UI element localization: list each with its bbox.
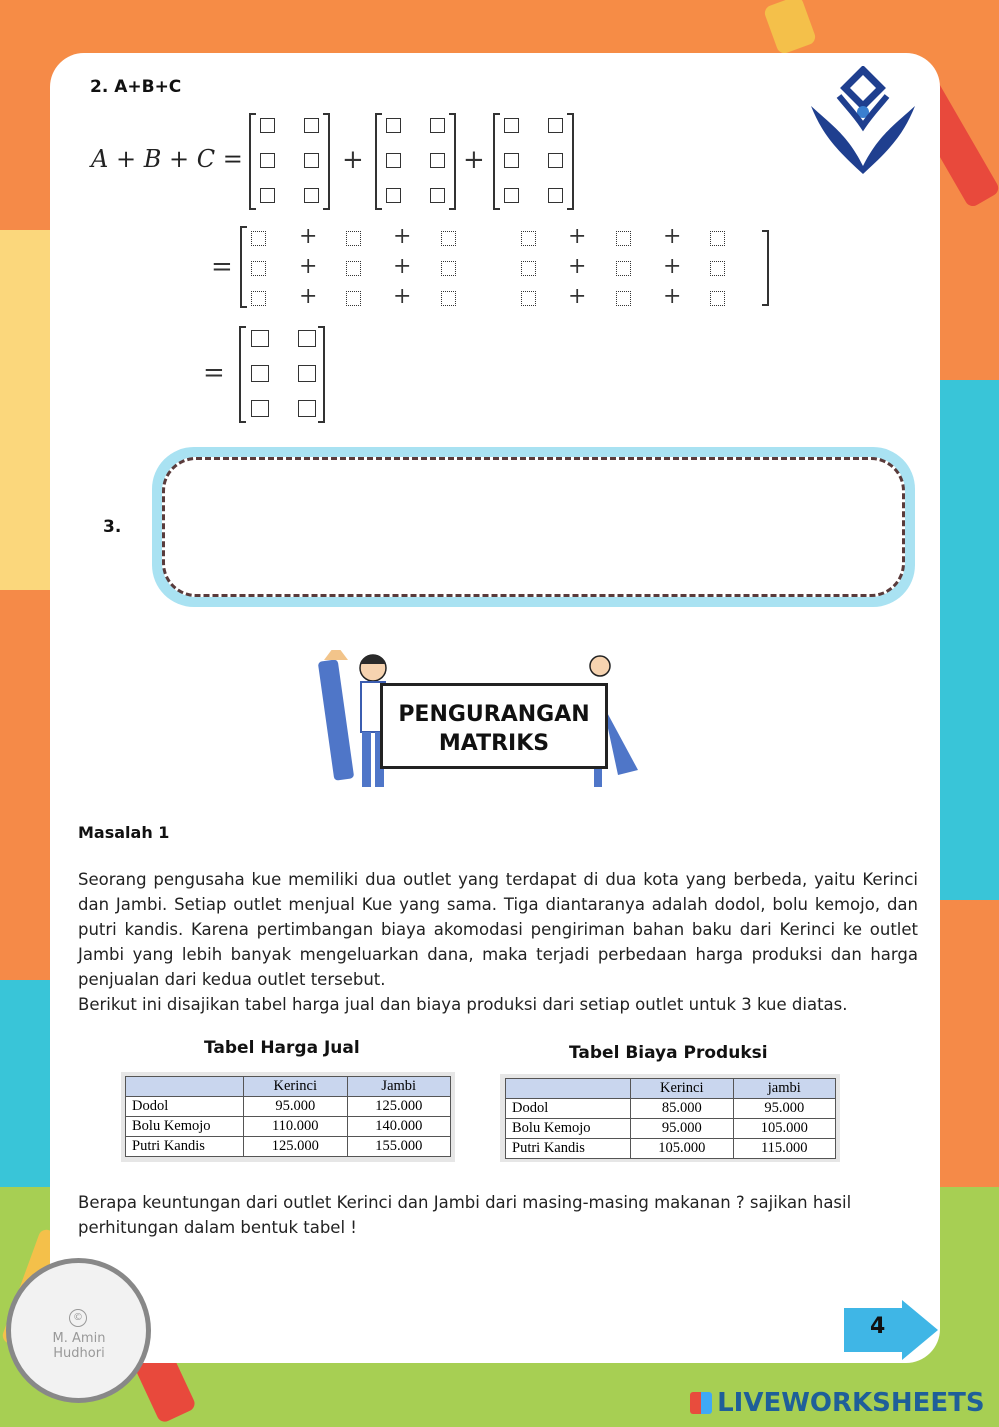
sum-cell[interactable]: [346, 261, 361, 276]
matrix-c-cell[interactable]: [548, 153, 563, 168]
table-cell: Putri Kandis: [506, 1139, 631, 1159]
table-row: [506, 1139, 836, 1159]
problem-question: Berapa keuntungan dari outlet Kerinci dan Jambi dari masing-masing makanan ? sajikan hasil perhitungan dalam bentuk tabel !: [78, 1193, 852, 1237]
sum-cell[interactable]: [616, 261, 631, 276]
plus-sign: +: [299, 254, 318, 279]
sum-cell[interactable]: [710, 261, 725, 276]
table-cell: Dodol: [126, 1097, 244, 1117]
matrix-b-cell[interactable]: [430, 153, 445, 168]
banner-line-1: PENGURANGAN: [398, 702, 590, 727]
brand-name: LIVEWORKSHEETS: [717, 1388, 985, 1418]
matrix-c-cell[interactable]: [504, 118, 519, 133]
table-cell: 105.000: [733, 1119, 836, 1139]
table-cell: Dodol: [506, 1099, 631, 1119]
answer-box-frame: [152, 447, 915, 607]
table-header: Kerinci: [631, 1079, 734, 1099]
table-row: [126, 1097, 451, 1117]
table-cell: 110.000: [244, 1117, 348, 1137]
equals-sign: =: [203, 358, 225, 388]
matrix-a-cell[interactable]: [304, 118, 319, 133]
table-cell: 115.000: [733, 1139, 836, 1159]
table-cell: 95.000: [733, 1099, 836, 1119]
matrix-c-cell[interactable]: [548, 118, 563, 133]
sum-cell[interactable]: [441, 231, 456, 246]
brand-icon: [690, 1392, 712, 1414]
sum-cell[interactable]: [346, 291, 361, 306]
plus-sign: +: [393, 284, 412, 309]
sum-cell[interactable]: [521, 231, 536, 246]
author-watermark: [6, 1258, 151, 1403]
plus-sign: +: [342, 145, 364, 175]
matrix-b-cell[interactable]: [386, 153, 401, 168]
sum-cell[interactable]: [251, 291, 266, 306]
table-produksi-title: Tabel Biaya Produksi: [569, 1043, 768, 1063]
page-arrow-icon: [842, 1300, 940, 1360]
table-cell: 95.000: [631, 1119, 734, 1139]
plus-sign: +: [663, 224, 682, 249]
plus-sign: +: [393, 254, 412, 279]
plus-sign: +: [568, 254, 587, 279]
matrix-a-cell[interactable]: [304, 153, 319, 168]
sum-cell[interactable]: [521, 291, 536, 306]
matrix-a-cell[interactable]: [260, 153, 275, 168]
section-banner: [380, 683, 608, 769]
answer-input-area[interactable]: [162, 457, 905, 597]
table-row: [506, 1119, 836, 1139]
plus-sign: +: [568, 224, 587, 249]
matrix-b-cell[interactable]: [430, 188, 445, 203]
result-cell[interactable]: [251, 365, 269, 382]
plus-sign: +: [299, 284, 318, 309]
table-header: [126, 1077, 244, 1097]
table-harga-jual: [125, 1076, 451, 1157]
matrix-c-cell[interactable]: [504, 188, 519, 203]
equals-sign: =: [211, 252, 233, 282]
question-3-label: 3.: [103, 517, 122, 537]
plus-sign: +: [299, 224, 318, 249]
result-cell[interactable]: [251, 330, 269, 347]
page-number: 4: [870, 1314, 886, 1339]
table-cell: 85.000: [631, 1099, 734, 1119]
sum-cell[interactable]: [521, 261, 536, 276]
sum-cell[interactable]: [441, 291, 456, 306]
institution-logo: [803, 66, 923, 178]
sum-cell[interactable]: [616, 291, 631, 306]
copyright-icon: ©: [69, 1309, 87, 1327]
plus-sign: +: [663, 284, 682, 309]
sum-cell[interactable]: [251, 261, 266, 276]
table-cell: 95.000: [244, 1097, 348, 1117]
table-jual-title: Tabel Harga Jual: [204, 1038, 360, 1058]
matrix-a-cell[interactable]: [260, 118, 275, 133]
result-cell[interactable]: [298, 365, 316, 382]
table-cell: 140.000: [347, 1117, 451, 1137]
table-cell: 155.000: [347, 1137, 451, 1157]
matrix-b-cell[interactable]: [386, 118, 401, 133]
table-row: [126, 1137, 451, 1157]
table-header: jambi: [733, 1079, 836, 1099]
author-name: M. Amin Hudhori: [52, 1331, 106, 1361]
problem-intro-tables: Berikut ini disajikan tabel harga jual dan biaya produksi dari setiap outlet untuk 3 kue diatas.: [78, 995, 848, 1014]
table-header: [506, 1079, 631, 1099]
matrix-c-cell[interactable]: [504, 153, 519, 168]
table-header: Jambi: [347, 1077, 451, 1097]
table-cell: 125.000: [244, 1137, 348, 1157]
sum-cell[interactable]: [251, 231, 266, 246]
matrix-b-cell[interactable]: [386, 188, 401, 203]
table-row: [126, 1117, 451, 1137]
math-lhs: A + B + C =: [91, 145, 243, 173]
liveworksheets-logo: [690, 1388, 985, 1418]
plus-sign: +: [568, 284, 587, 309]
table-cell: Bolu Kemojo: [506, 1119, 631, 1139]
table-cell: 125.000: [347, 1097, 451, 1117]
sum-cell[interactable]: [346, 231, 361, 246]
matrix-b-cell[interactable]: [430, 118, 445, 133]
sum-cell[interactable]: [710, 291, 725, 306]
table-biaya-produksi: [505, 1078, 836, 1159]
result-cell[interactable]: [298, 400, 316, 417]
matrix-a-cell[interactable]: [260, 188, 275, 203]
matrix-c-cell[interactable]: [548, 188, 563, 203]
plus-sign: +: [393, 224, 412, 249]
table-cell: 105.000: [631, 1139, 734, 1159]
result-cell[interactable]: [298, 330, 316, 347]
question-2-label: 2. A+B+C: [90, 77, 182, 97]
problem-paragraph: Seorang pengusaha kue memiliki dua outlet yang terdapat di dua kota yang berbeda, yaitu Kerinci dan Jambi. Setiap outlet menjual Kue yang sama. Tiga diantaranya adalah dodol, bolu kemojo, dan putri kandis. Karena pertimbangan biaya akomodasi pengiriman bahan baku dari Kerinci ke outlet Jambi yang lebih banyak mengeluarkan dana, maka terjadi perbedaan harga produksi dan harga penjualan dari kedua outlet tersebut.: [78, 870, 918, 989]
table-header: Kerinci: [244, 1077, 348, 1097]
plus-sign: +: [463, 145, 485, 175]
banner-line-2: MATRIKS: [438, 731, 550, 756]
sum-cell[interactable]: [441, 261, 456, 276]
matrix-a-cell[interactable]: [304, 188, 319, 203]
table-cell: Bolu Kemojo: [126, 1117, 244, 1137]
sum-cell[interactable]: [710, 231, 725, 246]
result-cell[interactable]: [251, 400, 269, 417]
plus-sign: +: [663, 254, 682, 279]
table-row: [506, 1099, 836, 1119]
problem-title: Masalah 1: [78, 823, 170, 842]
sum-cell[interactable]: [616, 231, 631, 246]
table-cell: Putri Kandis: [126, 1137, 244, 1157]
